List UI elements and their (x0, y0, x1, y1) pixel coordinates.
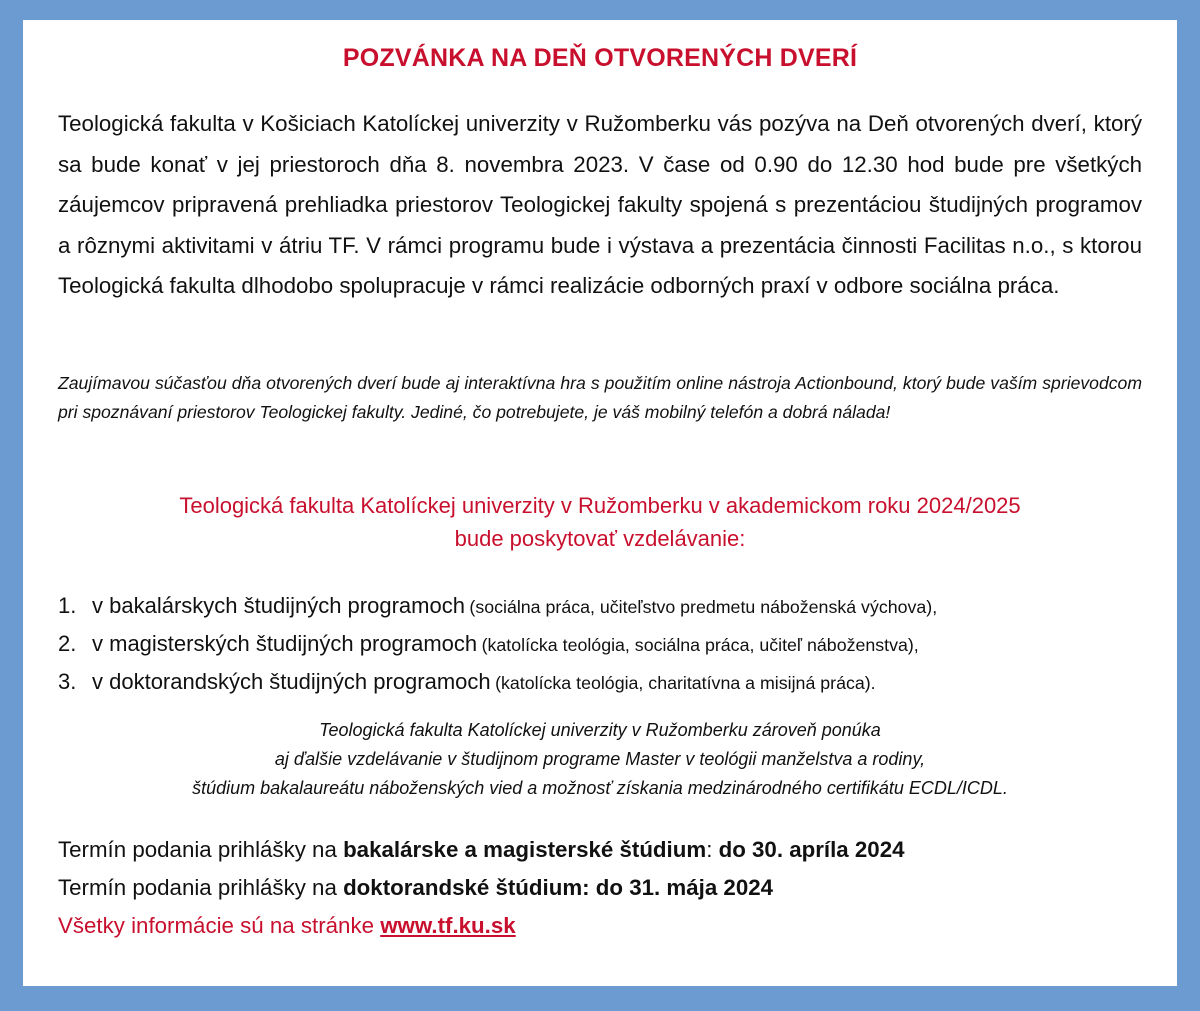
further-education-line2: aj ďalšie vzdelávanie v študijnom programe Master v teológii manželstva a rodiny, (274, 749, 926, 769)
further-education-line1: Teologická fakulta Katolíckej univerzity v Ružomberku zároveň ponúka (319, 720, 881, 740)
deadline-study-type: bakalárske a magisterské štúdium (343, 837, 707, 862)
info-line (58, 907, 905, 945)
further-education-line3: štúdium bakalaureátu náboženských vied a možnosť získania medzinárodného certifikátu ECDL/ICDL. (192, 778, 1008, 798)
website-link[interactable]: www.tf.ku.sk (380, 913, 516, 938)
list-item (58, 587, 1158, 625)
deadlines (58, 831, 905, 945)
list-number: 2. (58, 631, 77, 656)
game-note-paragraph: Zaujímavou súčasťou dňa otvorených dverí bude aj interaktívna hra s použitím online nástroja Actionbound, ktorý bude vaším sprievodcom pri spoznávaní priestorov Teologickej fakulty. Jediné, čo potrebujete, je váš mobilný telefón a dobrá nálada! (58, 373, 1142, 422)
program-detail: (katolícka teológia, sociálna práca, učiteľ náboženstva), (481, 635, 919, 655)
program-name: v doktorandských študijných programoch (92, 669, 491, 694)
program-name: v magisterských študijných programoch (92, 631, 478, 656)
program-list (58, 587, 1158, 701)
deadline-doctoral (58, 869, 905, 907)
program-detail: (katolícka teológia, charitatívna a misijná práca). (495, 673, 876, 693)
program-detail: (sociálna práca, učiteľstvo predmetu náboženská výchova), (469, 597, 938, 617)
deadline-date: do 30. apríla 2024 (718, 837, 905, 862)
deadline-separator: : (706, 837, 719, 862)
program-name: v bakalárskych študijných programoch (92, 593, 465, 618)
invitation-sheet (23, 20, 1177, 986)
list-item (58, 663, 1158, 701)
list-number: 1. (58, 593, 77, 618)
education-heading-line1: Teologická fakulta Katolíckej univerzity v Ružomberku v akademickom roku 2024/2025 (179, 493, 1021, 518)
deadline-prefix: Termín podania prihlášky na (58, 875, 344, 900)
further-education (23, 716, 1177, 803)
list-item (58, 625, 1158, 663)
deadline-study-type: doktorandské štúdium: do 31. mája 2024 (343, 875, 774, 900)
deadline-bachelor-master (58, 831, 905, 869)
education-heading-line2: bude poskytovať vzdelávanie: (454, 526, 746, 551)
list-number: 3. (58, 669, 77, 694)
intro-paragraph: Teologická fakulta v Košiciach Katolíckej univerzity v Ružomberku vás pozýva na Deň otvorených dverí, ktorý sa bude konať v jej priestoroch dňa 8. novembra 2023. V čase od 0.90 do 12.30 hod bude pre všetkých záujemcov pripravená prehliadka priestorov Teologickej fakulty spojená s prezentáciou študijných programov a rôznymi aktivitami v átriu TF. V rámci programu bude i výstava a prezentácia činnosti Facilitas n.o., s ktorou Teologická fakulta dlhodobo spolupracuje v rámci realizácie odborných praxí v odbore sociálna práca. (58, 111, 1142, 298)
education-heading (23, 489, 1177, 555)
info-text: Všetky informácie sú na stránke (58, 913, 381, 938)
page-title: POZVÁNKA NA DEŇ OTVORENÝCH DVERÍ (342, 44, 858, 72)
deadline-prefix: Termín podania prihlášky na (58, 837, 344, 862)
